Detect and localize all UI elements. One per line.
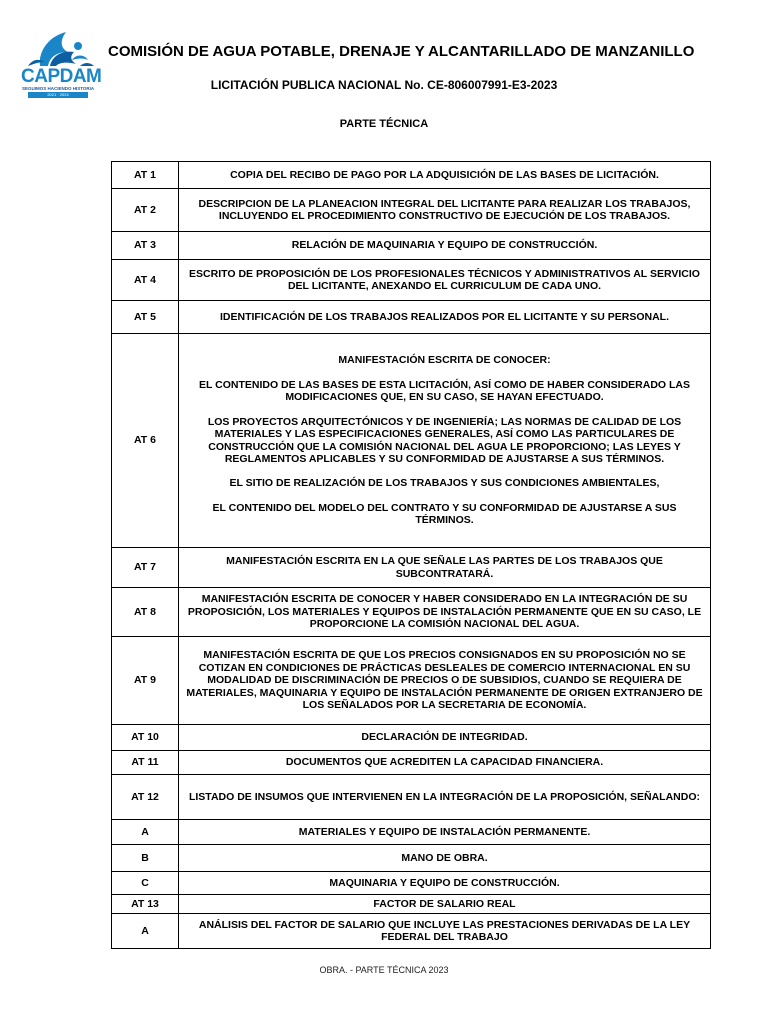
paragraph: EL SITIO DE REALIZACIÓN DE LOS TRABAJOS Y SUS CONDICIONES AMBIENTALES, bbox=[229, 477, 660, 490]
table-row bbox=[112, 548, 711, 588]
row-description: MAQUINARIA Y EQUIPO DE CONSTRUCCIÓN. bbox=[179, 872, 711, 895]
capdam-logo bbox=[20, 26, 102, 106]
row-description: DECLARACIÓN DE INTEGRIDAD. bbox=[179, 725, 711, 751]
row-code: AT 3 bbox=[112, 232, 179, 260]
row-code: AT 9 bbox=[112, 637, 179, 725]
table-row bbox=[112, 725, 711, 751]
row-description: ANÁLISIS DEL FACTOR DE SALARIO QUE INCLUYE LAS PRESTACIONES DERIVADAS DE LA LEY FEDERAL DEL TRABAJO bbox=[179, 914, 711, 949]
paragraph: EL CONTENIDO DEL MODELO DEL CONTRATO Y SU CONFORMIDAD DE AJUSTARSE A SUS TÉRMINOS. bbox=[212, 501, 677, 527]
paragraph: MANIFESTACIÓN ESCRITA DE CONOCER: bbox=[338, 354, 551, 367]
row-description: LISTADO DE INSUMOS QUE INTERVIENEN EN LA INTEGRACIÓN DE LA PROPOSICIÓN, SEÑALANDO: bbox=[179, 775, 711, 820]
row-description: MANIFESTACIÓN ESCRITA DE CONOCER Y HABER CONSIDERADO EN LA INTEGRACIÓN DE SU PROPOSICIÓN, LOS MATERIALES Y EQUIPOS DE INSTALACIÓN PERMANENTE QUE EN SU CASO, LE PROPORCIONE LA COMISIÓN NACIONAL DEL AGUA. bbox=[179, 588, 711, 637]
row-code: C bbox=[112, 872, 179, 895]
section-title: PARTE TÉCNICA bbox=[339, 118, 429, 130]
row-code: AT 11 bbox=[112, 751, 179, 775]
row-description: MATERIALES Y EQUIPO DE INSTALACIÓN PERMANENTE. bbox=[179, 820, 711, 845]
row-code: A bbox=[112, 914, 179, 949]
table-row bbox=[112, 189, 711, 232]
table-row bbox=[112, 232, 711, 260]
row-code: AT 12 bbox=[112, 775, 179, 820]
table-row bbox=[112, 914, 711, 949]
tender-number: LICITACIÓN PUBLICA NACIONAL No. CE-806007991-E3-2023 bbox=[210, 78, 558, 92]
row-description: MANIFESTACIÓN ESCRITA EN LA QUE SEÑALE LAS PARTES DE LOS TRABAJOS QUE SUBCONTRATARÁ. bbox=[179, 548, 711, 588]
paragraph: LOS PROYECTOS ARQUITECTÓNICOS Y DE INGENIERÍA; LAS NORMAS DE CALIDAD DE LOS MATERIALES Y LAS ESPECIFICACIONES GENERALES, ASÍ COMO LAS PARTICULARES DE CONSTRUCCIÓN QUE LA COMISIÓN NACIONAL DEL AGUA LE PROPORCIONO; LAS LEYES Y REGLAMENTOS APLICABLES Y SU CONFORMIDAD DE AJUSTARSE A SUS TÉRMINOS. bbox=[207, 415, 682, 465]
row-description: IDENTIFICACIÓN DE LOS TRABAJOS REALIZADOS POR EL LICITANTE Y SU PERSONAL. bbox=[179, 301, 711, 334]
row-description bbox=[179, 334, 711, 548]
table-row bbox=[112, 775, 711, 820]
row-code: B bbox=[112, 845, 179, 872]
table-row bbox=[112, 751, 711, 775]
table-row bbox=[112, 845, 711, 872]
table-row bbox=[112, 820, 711, 845]
row-description: DOCUMENTOS QUE ACREDITEN LA CAPACIDAD FINANCIERA. bbox=[179, 751, 711, 775]
logo-years: 2021 · 2024 bbox=[28, 92, 88, 98]
table-row bbox=[112, 260, 711, 301]
row-description: ESCRITO DE PROPOSICIÓN DE LOS PROFESIONALES TÉCNICOS Y ADMINISTRATIVOS AL SERVICIO DEL LICITANTE, ANEXANDO EL CURRICULUM DE CADA UNO. bbox=[179, 260, 711, 301]
row-code: AT 2 bbox=[112, 189, 179, 232]
table-row bbox=[112, 872, 711, 895]
wave-icon bbox=[20, 26, 98, 68]
table-row bbox=[112, 301, 711, 334]
table-row bbox=[112, 162, 711, 189]
table-row bbox=[112, 637, 711, 725]
row-description: MANIFESTACIÓN ESCRITA DE QUE LOS PRECIOS CONSIGNADOS EN SU PROPOSICIÓN NO SE COTIZAN EN CONDICIONES DE PRÁCTICAS DESLEALES DE COMERCIO INTERNACIONAL EN SU MODALIDAD DE DISCRIMINACIÓN DE PRECIOS O DE SUBSIDIOS, CUANDO SE REQUIERA DE MATERIALES, MAQUINARIA Y EQUIPO DE INSTALACIÓN PERMANENTE DE ORIGEN EXTRANJERO DE LOS SEÑALADOS POR LA SECRETARIA DE ECONOMÍA. bbox=[179, 637, 711, 725]
row-code: AT 5 bbox=[112, 301, 179, 334]
row-code: AT 1 bbox=[112, 162, 179, 189]
row-code: AT 10 bbox=[112, 725, 179, 751]
requirements-table bbox=[111, 161, 711, 949]
table-row bbox=[112, 334, 711, 548]
table-row bbox=[112, 895, 711, 914]
paragraph: EL CONTENIDO DE LAS BASES DE ESTA LICITACIÓN, ASÍ COMO DE HABER CONSIDERADO LAS MODIFICACIONES QUE, EN SU CASO, SE HAYAN EFECTUADO. bbox=[198, 378, 690, 404]
logo-tagline: SEGUIMOS HACIENDO HISTORIA bbox=[22, 86, 95, 91]
page-footer: OBRA. - PARTE TÉCNICA 2023 bbox=[319, 965, 449, 975]
row-code: AT 7 bbox=[112, 548, 179, 588]
row-code: AT 6 bbox=[112, 334, 179, 548]
row-code: AT 13 bbox=[112, 895, 179, 914]
row-code: AT 8 bbox=[112, 588, 179, 637]
row-code: AT 4 bbox=[112, 260, 179, 301]
row-description: MANO DE OBRA. bbox=[179, 845, 711, 872]
row-description: RELACIÓN DE MAQUINARIA Y EQUIPO DE CONSTRUCCIÓN. bbox=[179, 232, 711, 260]
row-code: A bbox=[112, 820, 179, 845]
row-description: COPIA DEL RECIBO DE PAGO POR LA ADQUISICIÓN DE LAS BASES DE LICITACIÓN. bbox=[179, 162, 711, 189]
row-description: DESCRIPCION DE LA PLANEACION INTEGRAL DEL LICITANTE PARA REALIZAR LOS TRABAJOS, INCLUYENDO EL PROCEDIMIENTO CONSTRUCTIVO DE EJECUCIÓN DE LOS TRABAJOS. bbox=[179, 189, 711, 232]
organization-title: COMISIÓN DE AGUA POTABLE, DRENAJE Y ALCANTARILLADO DE MANZANILLO bbox=[108, 43, 695, 60]
logo-wordmark: CAPDAM bbox=[21, 66, 102, 87]
row-description: FACTOR DE SALARIO REAL bbox=[179, 895, 711, 914]
table-row bbox=[112, 588, 711, 637]
